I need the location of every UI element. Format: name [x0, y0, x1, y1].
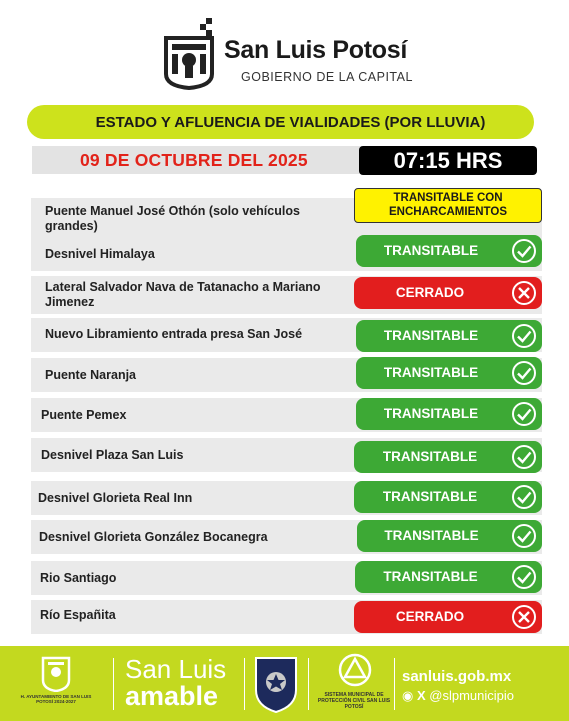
check-circle-icon	[511, 484, 537, 510]
divider	[308, 658, 309, 710]
status-label: TRANSITABLE	[383, 406, 479, 421]
status-label: CERRADO	[395, 285, 465, 300]
check-circle-icon	[511, 360, 537, 386]
road-name: Desnivel Glorieta Real Inn	[38, 491, 193, 505]
report-date: 09 DE OCTUBRE DEL 2025	[80, 150, 308, 170]
road-name: Rio Santiago	[40, 571, 117, 585]
road-name: Puente Naranja	[45, 368, 137, 382]
date-bar	[32, 146, 362, 174]
footer	[0, 646, 569, 721]
x-icon: X	[416, 688, 426, 703]
social-handle[interactable]: ◉ X @slpmunicipio	[402, 688, 514, 703]
website-link[interactable]: sanluis.gob.mx	[402, 668, 512, 685]
road-name: Nuevo Libramiento entrada presa San José	[45, 327, 303, 341]
status-badge	[356, 357, 542, 389]
status-badge	[355, 561, 542, 593]
brand-title: San Luis Potosí	[224, 36, 408, 64]
proteccion-civil-icon	[337, 652, 373, 688]
divider	[244, 658, 245, 710]
time-box	[359, 146, 537, 175]
check-circle-icon	[511, 444, 537, 470]
proteccion-civil-logo	[315, 652, 393, 718]
status-badge	[354, 481, 542, 513]
status-badge	[356, 235, 542, 267]
status-badge	[354, 277, 542, 309]
check-circle-icon	[511, 401, 537, 427]
road-name: Puente Pemex	[41, 408, 127, 422]
divider	[113, 658, 114, 710]
check-circle-icon	[511, 323, 537, 349]
divider	[394, 658, 395, 710]
proteccion-civil-text: SISTEMA MUNICIPAL DE PROTECCIÓN CIVIL SAN LUIS POTOSÍ	[317, 692, 391, 710]
brand-subtitle: GOBIERNO DE LA CAPITAL	[241, 70, 413, 84]
police-badge-icon	[252, 654, 300, 714]
campaign-logo-line2: amable	[125, 681, 219, 711]
road-name: Río Españita	[40, 608, 116, 622]
page-title: ESTADO Y AFLUENCIA DE VIALIDADES (POR LLUVIA)	[95, 114, 486, 131]
status-label: TRANSITABLE	[383, 365, 479, 380]
status-label: TRANSITABLE CON ENCHARCAMIENTOS	[389, 192, 507, 218]
check-circle-icon	[511, 564, 537, 590]
header	[0, 0, 569, 100]
ayuntamiento-logo	[18, 654, 94, 716]
status-badge	[356, 320, 542, 352]
status-badge	[357, 520, 542, 552]
ayuntamiento-text: H. AYUNTAMIENTO DE SAN LUIS POTOSÍ 2024-2027	[20, 694, 92, 704]
status-label: TRANSITABLE	[382, 489, 478, 504]
report-time: 07:15 HRS	[393, 148, 503, 173]
city-crest-icon	[40, 654, 72, 692]
check-circle-icon	[511, 238, 537, 264]
status-label: TRANSITABLE	[383, 569, 478, 584]
road-name: Desnivel Himalaya	[45, 247, 155, 261]
campaign-logo-line1: San Luis	[125, 654, 227, 684]
status-label: TRANSITABLE	[383, 243, 479, 258]
status-label: TRANSITABLE	[383, 328, 479, 343]
road-name: Desnivel Glorieta González Bocanegra	[39, 530, 268, 544]
city-crest-icon	[162, 18, 216, 90]
check-circle-icon	[511, 523, 537, 549]
status-badge	[354, 601, 542, 633]
status-badge	[356, 398, 542, 430]
x-circle-icon	[511, 280, 537, 306]
status-badge	[354, 441, 542, 473]
title-bar	[27, 105, 534, 139]
road-name: Puente Manuel José Othón (solo vehículos grandes)	[45, 204, 300, 233]
status-label: TRANSITABLE	[382, 449, 478, 464]
road-name: Desnivel Plaza San Luis	[41, 448, 184, 462]
status-badge	[354, 188, 542, 223]
x-circle-icon	[511, 604, 537, 630]
facebook-icon: ◉	[402, 688, 414, 703]
status-label: CERRADO	[395, 609, 465, 624]
road-name: Lateral Salvador Nava de Tatanacho a Mariano Jimenez	[45, 280, 321, 309]
status-label: TRANSITABLE	[384, 528, 479, 543]
